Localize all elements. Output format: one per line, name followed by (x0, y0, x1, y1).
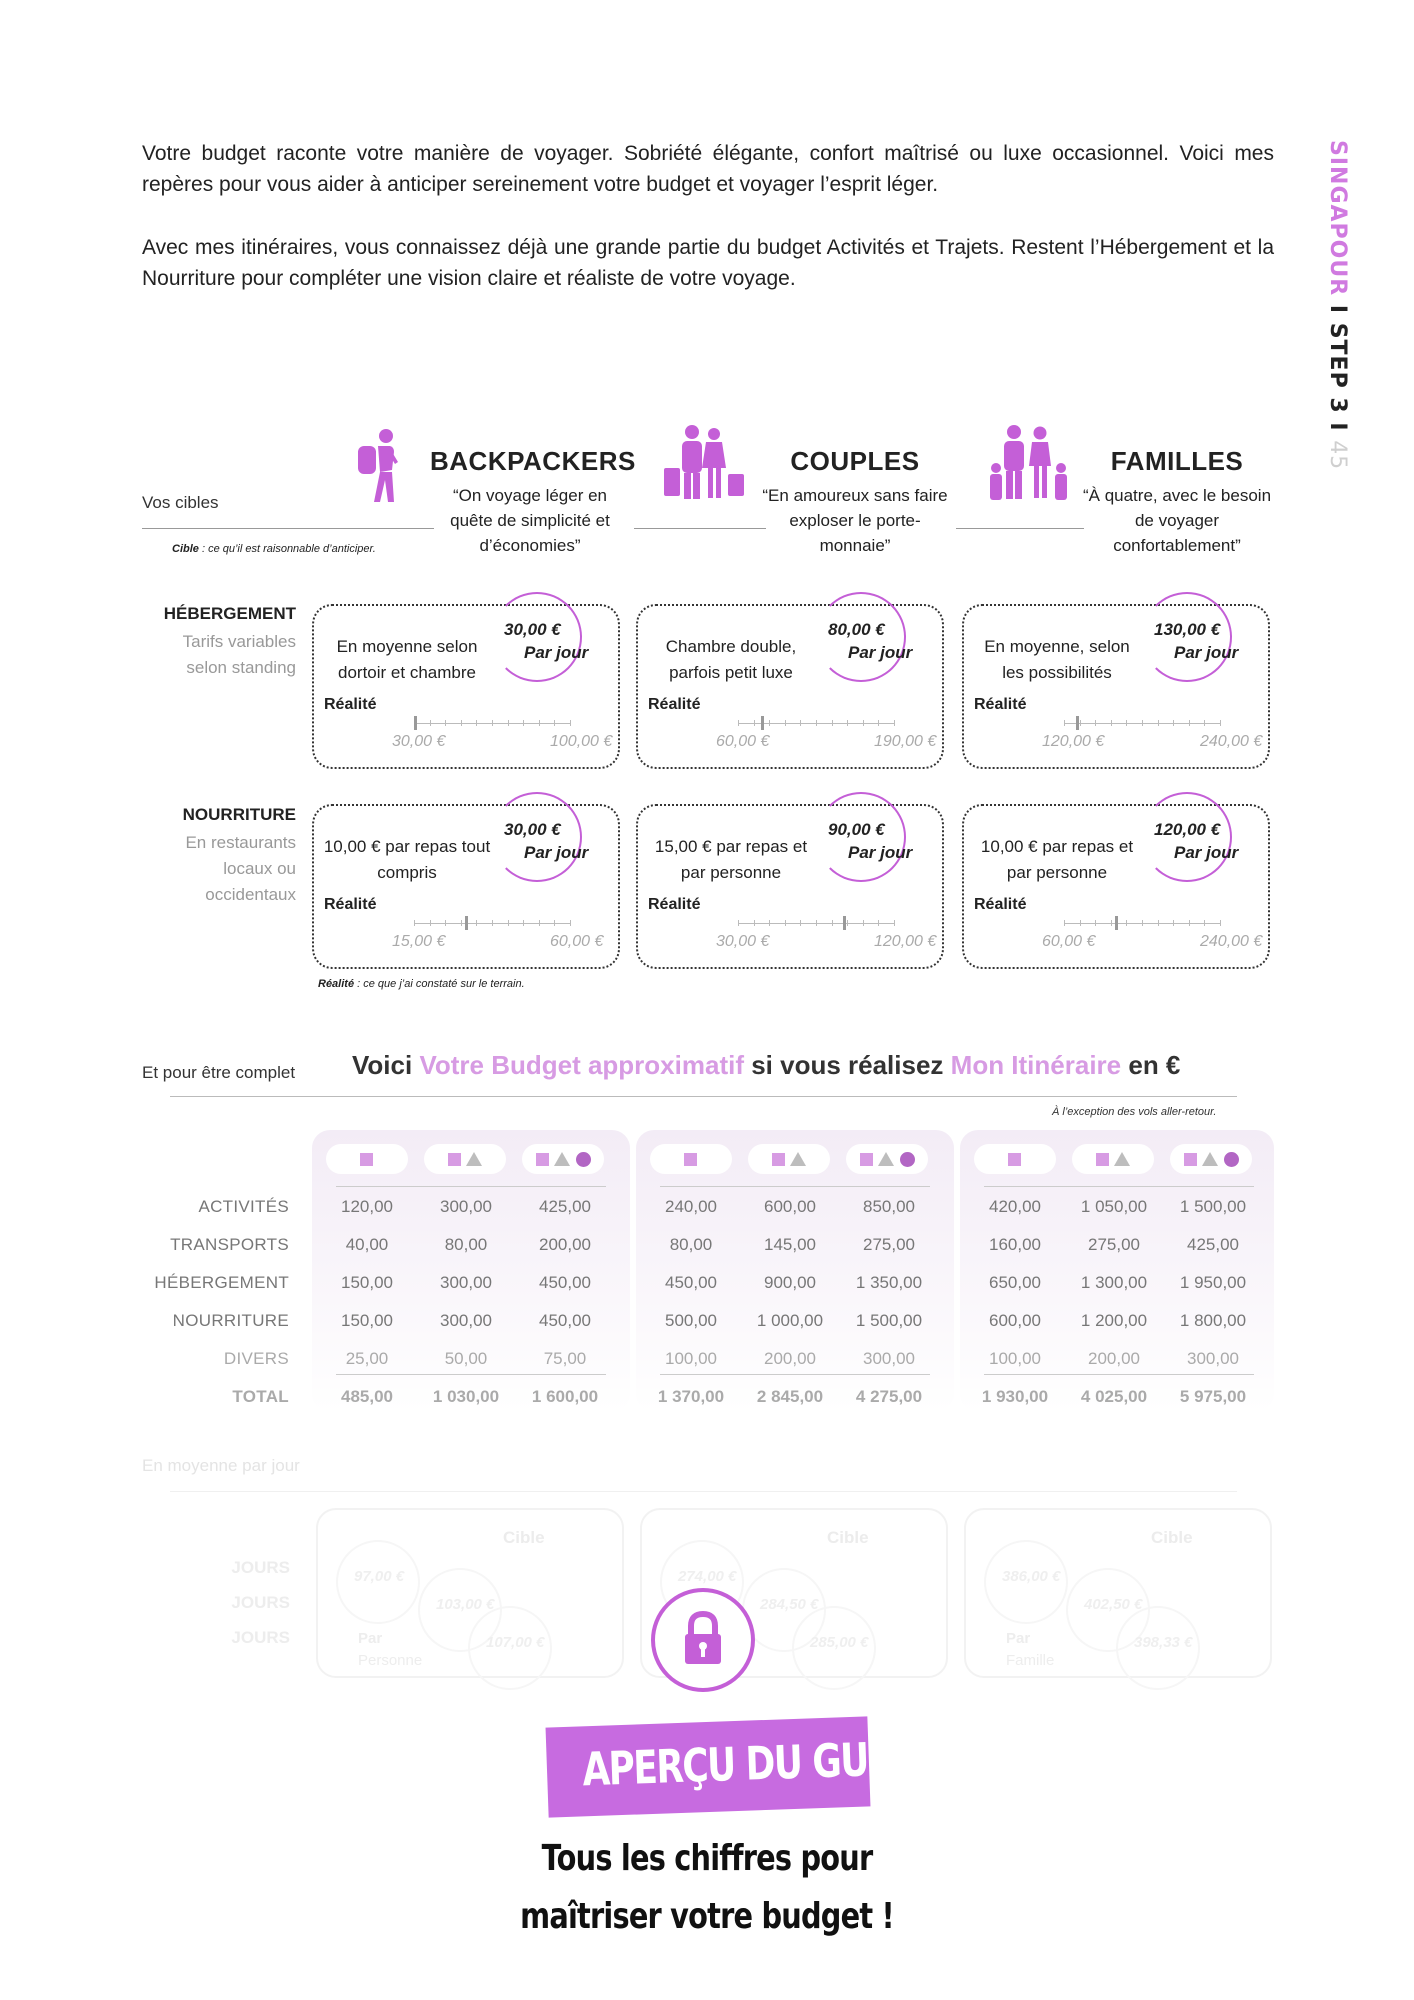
intro-paragraph-1 (142, 138, 1274, 200)
scale-tick (492, 720, 493, 726)
total-cell: 485,00 (341, 1387, 393, 1406)
per-day-label: Par jour (848, 643, 913, 662)
par-sub-label: Famille (1006, 1652, 1055, 1669)
scale-tick (863, 720, 864, 726)
reality-scale (1064, 923, 1220, 924)
scale-tick (1080, 920, 1081, 926)
intro-paragraph-2 (142, 232, 1274, 294)
budget-title-part: si vous réalisez (743, 1050, 951, 1080)
scale-tick (816, 920, 817, 926)
table-cell: 450,00 (539, 1273, 591, 1292)
scale-tick (1064, 920, 1065, 926)
cible-label: Cible (503, 1528, 545, 1547)
scale-tick (832, 720, 833, 726)
reality-scale (1064, 723, 1220, 724)
target-quote: “On voyage léger en quête de simplicité et d’économies” (450, 486, 610, 555)
budget-card (312, 604, 620, 769)
scale-tick (430, 720, 431, 726)
target-price: 90,00 € (828, 820, 885, 839)
circle-icon (1224, 1152, 1239, 1167)
budget-title-highlight: Votre Budget approximatif (419, 1050, 744, 1080)
scale-tick (570, 720, 571, 726)
row-label: HÉBERGEMENT (154, 1273, 289, 1292)
scale-tick (863, 920, 864, 926)
target-name: FAMILLES (1110, 446, 1244, 476)
scale-tick (769, 720, 770, 726)
table-cell: 200,00 (539, 1235, 591, 1254)
scale-max: 240,00 € (1200, 933, 1263, 950)
budget-card (636, 804, 944, 969)
table-cell: 1 200,00 (1080, 1311, 1148, 1330)
table-cell: 1 050,00 (1080, 1197, 1148, 1216)
table-cell: 150,00 (341, 1273, 393, 1292)
scale-tick (508, 720, 509, 726)
table-cell: 1 300,00 (1080, 1273, 1148, 1292)
family-icon (988, 424, 1070, 502)
level-pill (748, 1144, 830, 1174)
scale-tick (1126, 720, 1127, 726)
level-pill (326, 1144, 408, 1174)
table-cell: 850,00 (863, 1197, 915, 1216)
table-cell: 300,00 (440, 1273, 492, 1292)
budget-card (962, 804, 1270, 969)
scale-tick (878, 720, 879, 726)
scale-tick (554, 720, 555, 726)
card-description: Chambre double, parfois petit luxe (665, 637, 797, 682)
table-cell: 145,00 (764, 1235, 816, 1254)
table-cell: 100,00 (989, 1349, 1041, 1368)
card-description: 10,00 € par repas et par personne (980, 837, 1134, 882)
scale-tick (523, 920, 524, 926)
table-cell: 50,00 (444, 1349, 488, 1368)
per-day-label: Par jour (1174, 643, 1239, 662)
category-sub-nourriture: En restaurants locaux ou occidentaux (185, 833, 296, 904)
budget-panel (636, 1130, 954, 1412)
total-cell: 1 030,00 (432, 1387, 500, 1406)
circle-icon (576, 1152, 591, 1167)
table-cell: 600,00 (764, 1197, 816, 1216)
realite-label: Réalité (648, 896, 701, 913)
preview-banner (546, 1716, 932, 1817)
scale-tick (1126, 920, 1127, 926)
scale-max: 120,00 € (874, 933, 937, 950)
scale-tick (1111, 920, 1112, 926)
table-cell: 650,00 (989, 1273, 1041, 1292)
scale-tick (476, 920, 477, 926)
target-quote: “À quatre, avec le besoin de voyager confortablement” (1082, 486, 1272, 555)
level-pill (974, 1144, 1056, 1174)
table-cell: 900,00 (764, 1273, 816, 1292)
row-label: ACTIVITÉS (198, 1197, 289, 1216)
cible-label: Cible (1151, 1528, 1193, 1547)
total-cell: 5 975,00 (1179, 1387, 1247, 1406)
scale-tick (785, 920, 786, 926)
intro-text-2: Avec mes itinéraires, vous connaissez déjà une grande partie du budget Activités et Trajets. Restent l’Hébergement et la Nourriture pour compléter une vision claire et réaliste de votre voyage. (142, 236, 1274, 290)
teaser-line-1: Tous les chiffres pour (541, 1838, 873, 1879)
realite-label: Réalité (974, 696, 1027, 713)
per-day-row-label: JOURS (231, 1628, 290, 1647)
scale-max: 190,00 € (874, 733, 937, 750)
budget-panel (960, 1130, 1274, 1412)
square-icon (1008, 1153, 1021, 1166)
total-cell: 1 370,00 (657, 1387, 725, 1406)
lock-icon (651, 1588, 755, 1692)
level-pill (846, 1144, 928, 1174)
target-name: COUPLES (790, 446, 920, 476)
row-label: TRANSPORTS (170, 1235, 289, 1254)
target-price: 120,00 € (1154, 820, 1221, 839)
table-cell: 425,00 (1187, 1235, 1239, 1254)
budget-card (636, 604, 944, 769)
table-cell: 300,00 (440, 1197, 492, 1216)
triangle-icon (1114, 1152, 1130, 1166)
table-cell: 500,00 (665, 1311, 717, 1330)
scale-tick (461, 720, 462, 726)
scale-tick (1189, 720, 1190, 726)
divider (336, 1186, 606, 1187)
budget-panel (312, 1130, 630, 1412)
scale-tick (1173, 920, 1174, 926)
scale-tick (1095, 920, 1096, 926)
scale-tick (539, 720, 540, 726)
square-icon (772, 1153, 785, 1166)
scale-tick (816, 720, 817, 726)
scale-tick (785, 720, 786, 726)
card-description: 10,00 € par repas tout compris (323, 837, 491, 882)
scale-tick (508, 920, 509, 926)
card-description: 15,00 € par repas et par personne (654, 837, 808, 882)
per-day-value: 103,00 € (436, 1596, 495, 1613)
square-icon (1184, 1153, 1197, 1166)
scale-marker (761, 716, 764, 730)
target-familles (1082, 446, 1272, 558)
per-day-row-label: JOURS (231, 1593, 290, 1612)
budget-label: Et pour être complet (142, 1063, 296, 1082)
table-cell: 450,00 (665, 1273, 717, 1292)
row-label: DIVERS (223, 1349, 289, 1368)
square-icon (536, 1153, 549, 1166)
total-cell: 1 600,00 (531, 1387, 599, 1406)
preview-banner-text: APERÇU DU GUIDE (581, 1730, 932, 1797)
table-cell: 1 500,00 (1179, 1197, 1247, 1216)
total-cell: 4 025,00 (1080, 1387, 1148, 1406)
divider (170, 1491, 1237, 1492)
scale-tick (445, 720, 446, 726)
scale-tick (800, 920, 801, 926)
per-day-value: 274,00 € (678, 1568, 737, 1585)
budget-title-part: Voici (352, 1050, 420, 1080)
triangle-icon (1202, 1152, 1218, 1166)
scale-tick (878, 920, 879, 926)
scale-tick (1220, 920, 1221, 926)
table-cell: 300,00 (440, 1311, 492, 1330)
scale-tick (847, 720, 848, 726)
realite-label: Réalité (324, 696, 377, 713)
triangle-icon (878, 1152, 894, 1166)
table-cell: 450,00 (539, 1311, 591, 1330)
backpacker-icon (352, 428, 402, 504)
scale-tick (1158, 920, 1159, 926)
target-price: 130,00 € (1154, 620, 1221, 639)
scale-tick (832, 920, 833, 926)
scale-tick (1173, 720, 1174, 726)
level-pill (1072, 1144, 1154, 1174)
table-cell: 25,00 (345, 1349, 389, 1368)
side-tab (1325, 140, 1350, 470)
divider (336, 1374, 606, 1375)
par-sub-label: Personne (358, 1652, 423, 1669)
row-label: NOURRITURE (172, 1311, 289, 1330)
scale-marker (414, 716, 417, 730)
scale-tick (539, 920, 540, 926)
per-day-label: Par jour (524, 643, 589, 662)
table-cell: 240,00 (665, 1197, 717, 1216)
scale-max: 240,00 € (1200, 733, 1263, 750)
table-cell: 300,00 (863, 1349, 915, 1368)
square-icon (684, 1153, 697, 1166)
square-icon (1096, 1153, 1109, 1166)
scale-min: 60,00 € (1042, 933, 1096, 950)
table-cell: 200,00 (764, 1349, 816, 1368)
per-day-label: En moyenne par jour (142, 1456, 300, 1475)
divider (956, 528, 1084, 529)
divider (984, 1374, 1254, 1375)
targets-label: Vos cibles (142, 493, 219, 512)
table-cell: 1 950,00 (1179, 1273, 1247, 1292)
table-cell: 275,00 (1088, 1235, 1140, 1254)
realite-note (318, 978, 525, 990)
table-cell: 300,00 (1187, 1349, 1239, 1368)
reality-scale (738, 923, 894, 924)
scale-tick (523, 720, 524, 726)
scale-tick (476, 720, 477, 726)
level-pill (1170, 1144, 1252, 1174)
level-pill (522, 1144, 604, 1174)
divider (660, 1374, 930, 1375)
per-day-label: Par jour (1174, 843, 1239, 862)
realite-note-text: : ce que j’ai constaté sur le terrain. (354, 978, 525, 990)
scale-tick (1080, 720, 1081, 726)
reality-scale (414, 923, 570, 924)
cible-label: Cible (827, 1528, 869, 1547)
table-cell: 150,00 (341, 1311, 393, 1330)
row-label: TOTAL (232, 1387, 289, 1406)
category-sub-hebergement: Tarifs variables selon standing (182, 632, 296, 677)
budget-card (312, 804, 620, 969)
scale-max: 60,00 € (550, 933, 604, 950)
table-cell: 1 500,00 (855, 1311, 923, 1330)
per-day-value: 97,00 € (354, 1568, 405, 1585)
cible-note-text: : ce qu’il est raisonnable d’anticiper. (198, 543, 376, 555)
per-day-card (964, 1508, 1272, 1678)
square-icon (360, 1153, 373, 1166)
total-cell: 1 930,00 (981, 1387, 1049, 1406)
table-cell: 200,00 (1088, 1349, 1140, 1368)
target-price: 30,00 € (504, 620, 561, 639)
table-cell: 1 000,00 (756, 1311, 824, 1330)
cible-note-term: Cible (172, 543, 199, 555)
scale-tick (445, 920, 446, 926)
scale-tick (847, 920, 848, 926)
divider (634, 528, 766, 529)
total-cell: 4 275,00 (855, 1387, 923, 1406)
cible-note (172, 543, 376, 555)
teaser-line-2: maîtriser votre budget ! (520, 1896, 894, 1937)
square-icon (860, 1153, 873, 1166)
scale-min: 60,00 € (716, 733, 770, 750)
scale-tick (414, 920, 415, 926)
level-pill (424, 1144, 506, 1174)
table-cell: 420,00 (989, 1197, 1041, 1216)
scale-tick (894, 920, 895, 926)
scale-tick (738, 920, 739, 926)
scale-tick (1158, 720, 1159, 726)
scale-tick (1220, 720, 1221, 726)
scale-tick (554, 920, 555, 926)
scale-tick (754, 720, 755, 726)
scale-min: 120,00 € (1042, 733, 1105, 750)
realite-label: Réalité (324, 896, 377, 913)
couple-luggage-icon (662, 424, 746, 504)
scale-marker (1076, 716, 1079, 730)
per-day-value: 402,50 € (1084, 1596, 1143, 1613)
per-day-value: 284,50 € (760, 1596, 819, 1613)
scale-tick (1111, 720, 1112, 726)
scale-tick (738, 720, 739, 726)
budget-title (352, 1050, 1180, 1081)
target-couples (760, 446, 950, 558)
side-tab-destination: SINGAPOUR (1325, 140, 1350, 297)
triangle-icon (554, 1152, 570, 1166)
scale-tick (1095, 720, 1096, 726)
triangle-icon (466, 1152, 482, 1166)
per-day-value: 386,00 € (1002, 1568, 1061, 1585)
scale-tick (461, 920, 462, 926)
table-cell: 120,00 (341, 1197, 393, 1216)
scale-tick (570, 920, 571, 926)
category-title-hebergement: HÉBERGEMENT (163, 604, 296, 623)
scale-max: 100,00 € (550, 733, 613, 750)
budget-title-highlight: Mon Itinéraire (950, 1050, 1122, 1080)
par-label: Par (358, 1630, 383, 1647)
card-description: En moyenne selon dortoir et chambre (336, 637, 478, 682)
scale-tick (754, 920, 755, 926)
per-day-value: 398,33 € (1134, 1634, 1193, 1651)
scale-tick (1204, 920, 1205, 926)
total-cell: 2 845,00 (756, 1387, 824, 1406)
scale-min: 30,00 € (392, 733, 446, 750)
target-price: 80,00 € (828, 620, 885, 639)
table-cell: 80,00 (669, 1235, 713, 1254)
per-day-value: 285,00 € (810, 1634, 869, 1651)
table-cell: 160,00 (989, 1235, 1041, 1254)
scale-tick (800, 720, 801, 726)
table-cell: 75,00 (543, 1349, 587, 1368)
except-note: À l’exception des vols aller-retour. (1052, 1106, 1217, 1118)
target-backpackers (430, 446, 636, 558)
per-day-value: 107,00 € (486, 1634, 545, 1651)
realite-label: Réalité (648, 696, 701, 713)
scale-tick (430, 920, 431, 926)
per-day-label: Par jour (848, 843, 913, 862)
scale-tick (1189, 920, 1190, 926)
category-title-nourriture: NOURRITURE (182, 805, 296, 824)
reality-scale (738, 723, 894, 724)
scale-min: 15,00 € (392, 933, 446, 950)
square-icon (448, 1153, 461, 1166)
triangle-icon (790, 1152, 806, 1166)
intro-text-1: Votre budget raconte votre manière de voyager. Sobriété élégante, confort maîtrisé ou luxe occasionnel. Voici mes repères pour vous aider à anticiper sereinement votre budget et voyager l’esprit léger. (142, 142, 1274, 196)
divider (170, 1096, 1237, 1097)
scale-tick (492, 920, 493, 926)
realite-note-term: Réalité (318, 978, 355, 990)
scale-marker (465, 916, 468, 930)
scale-min: 30,00 € (716, 933, 770, 950)
realite-label: Réalité (974, 896, 1027, 913)
per-day-row-label: JOURS (231, 1558, 290, 1577)
scale-marker (843, 916, 846, 930)
scale-tick (1064, 720, 1065, 726)
divider (142, 528, 434, 529)
table-cell: 100,00 (665, 1349, 717, 1368)
budget-title-part: en € (1121, 1050, 1181, 1080)
scale-tick (894, 720, 895, 726)
reality-scale (414, 723, 570, 724)
target-price: 30,00 € (504, 820, 561, 839)
divider (984, 1186, 1254, 1187)
table-cell: 80,00 (444, 1235, 488, 1254)
per-day-label: Par jour (524, 843, 589, 862)
target-name: BACKPACKERS (430, 446, 636, 476)
target-quote: “En amoureux sans faire exploser le porte-monnaie” (762, 486, 948, 555)
scale-tick (1142, 720, 1143, 726)
table-cell: 40,00 (345, 1235, 389, 1254)
level-pill (650, 1144, 732, 1174)
table-cell: 1 800,00 (1179, 1311, 1247, 1330)
circle-icon (900, 1152, 915, 1167)
scale-tick (1204, 720, 1205, 726)
divider (660, 1186, 930, 1187)
side-tab-step: I STEP 3 I (1325, 304, 1350, 432)
table-cell: 600,00 (989, 1311, 1041, 1330)
par-label: Par (1006, 1630, 1031, 1647)
budget-card (962, 604, 1270, 769)
card-description: En moyenne, selon les possibilités (984, 637, 1130, 682)
table-cell: 1 350,00 (855, 1273, 923, 1292)
scale-marker (1115, 916, 1118, 930)
table-cell: 425,00 (539, 1197, 591, 1216)
side-tab-page: 45 (1325, 440, 1350, 471)
scale-tick (1142, 920, 1143, 926)
per-day-card (316, 1508, 624, 1678)
table-cell: 275,00 (863, 1235, 915, 1254)
scale-tick (769, 920, 770, 926)
